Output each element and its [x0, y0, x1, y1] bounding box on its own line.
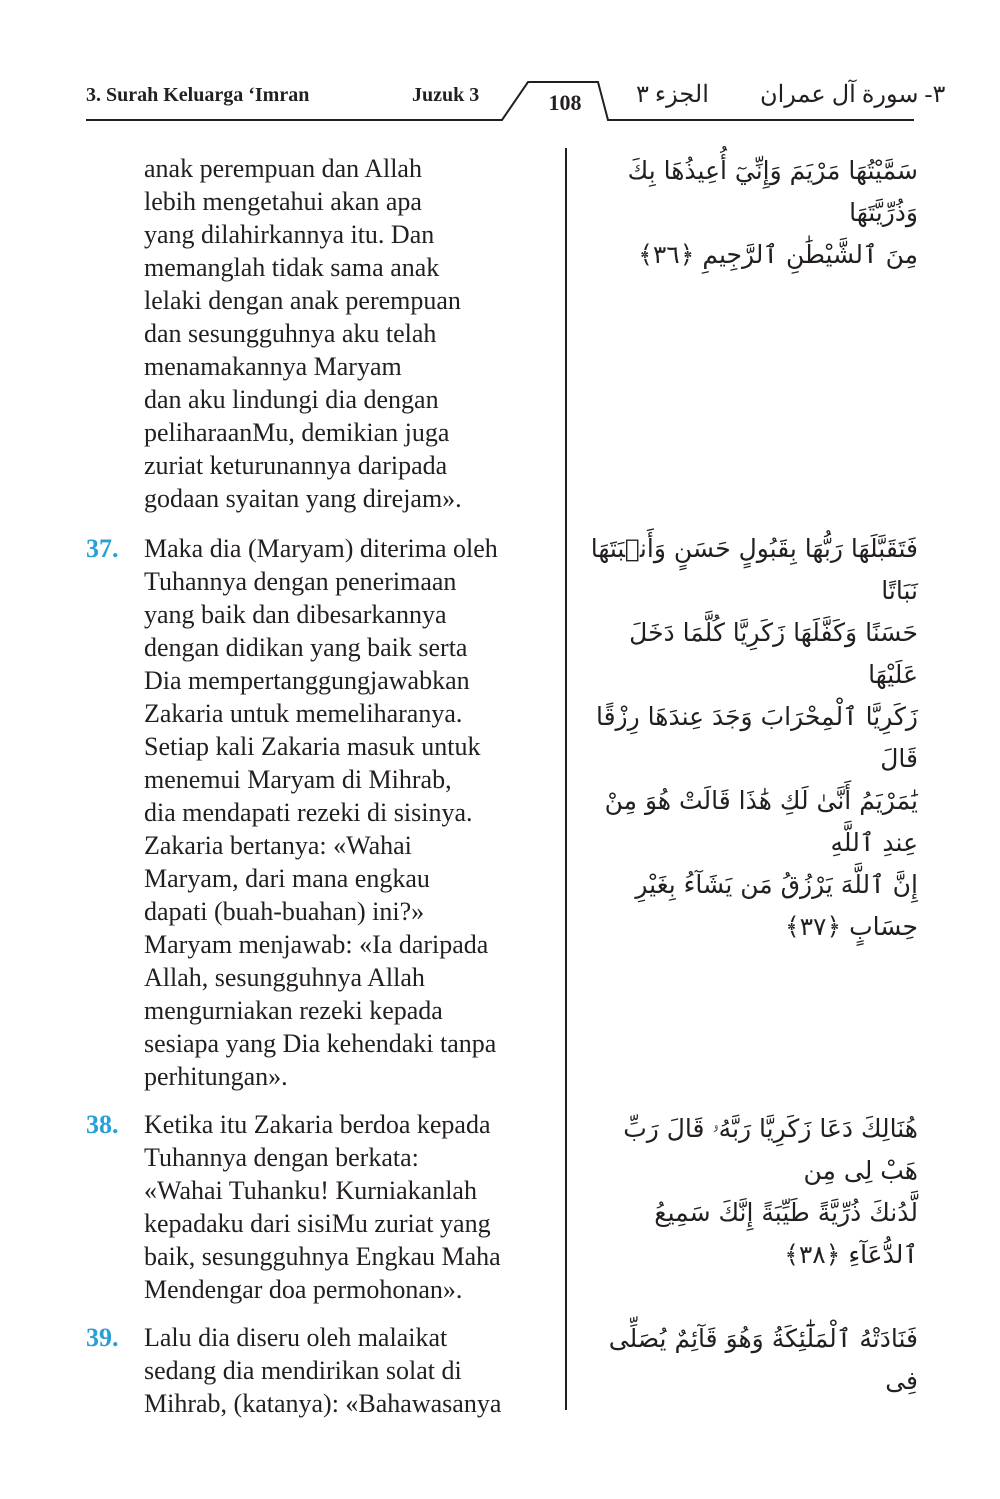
verse-number-39: 39.: [86, 1323, 119, 1352]
verse-number-38: 38.: [86, 1110, 119, 1139]
arabic-verse-36: سَمَّيْتُهَا مَرْيَمَ وَإِنِّيٓ أُعِيذُهَا بِكَ وَذُرِّيَّتَهَا مِنَ ٱلشَّيْطَٰنِ ٱلرَّجِيمِ ﴿٣٦﴾: [627, 156, 918, 269]
juzuk-label-latin: Juzuk 3: [412, 84, 480, 106]
verse-number-37: 37.: [86, 534, 119, 563]
translation-continuation: anak perempuan dan Allah lebih mengetahui akan apa yang dilahirkannya itu. Dan memanglah tidak sama anak lelaki dengan anak perempuan dan sesungguhnya aku telah menamakannya Maryam dan aku lindungi dia dengan peliharaanMu, demikian juga zuriat keturunannya daripada godaan syaitan yang direjam».: [144, 154, 462, 513]
juz-label-arabic: الجزء ٣: [636, 82, 709, 108]
surah-title-arabic: ٣- سورة آل عمران: [760, 82, 946, 108]
arabic-verse-38: هُنَالِكَ دَعَا زَكَرِيَّا رَبَّهُۥ قَالَ رَبِّ هَبْ لِى مِن لَّدُنكَ ذُرِّيَّةً طَيِّبَةً إِنَّكَ سَمِيعُ ٱلدُّعَآءِ ﴿٣٨﴾: [623, 1114, 918, 1269]
translation-verse-38: Ketika itu Zakaria berdoa kepada Tuhannya dengan berkata: «Wahai Tuhanku! Kurniakanlah kepadaku dari sisiMu zuriat yang baik, sesungguhnya Engkau Maha Mendengar doa permohonan».: [144, 1110, 501, 1304]
header-rule: [0, 0, 1000, 130]
translation-verse-39: Lalu dia diseru oleh malaikat sedang dia mendirikan solat di Mihrab, (katanya): «Bahawasanya: [144, 1323, 502, 1418]
column-divider: [565, 148, 567, 1410]
surah-title-latin: 3. Surah Keluarga ‘Imran: [86, 84, 310, 106]
arabic-verse-39: فَنَادَتْهُ ٱلْمَلَٰٓئِكَةُ وَهُوَ قَآئِمٌ يُصَلِّى فِى: [608, 1324, 918, 1395]
arabic-verse-37: فَتَقَبَّلَهَا رَبُّهَا بِقَبُولٍ حَسَنٍ وَأَنۢبَتَهَا نَبَاتًا حَسَنًا وَكَفَّلَهَا زَكَرِيَّا كُلَّمَا دَخَلَ عَلَيْهَا زَكَرِيَّا ٱلْمِحْرَابَ وَجَدَ عِندَهَا رِزْقًا قَالَ يَٰمَرْيَمُ أَنَّىٰ لَكِ هَٰذَا قَالَتْ هُوَ مِنْ عِندِ ٱللَّهِ إِنَّ ٱللَّهَ يَرْزُقُ مَن يَشَآءُ بِغَيْرِ حِسَابٍ ﴿٣٧﴾: [590, 534, 918, 941]
page-number: 108: [548, 90, 582, 115]
translation-verse-37: Maka dia (Maryam) diterima oleh Tuhannya dengan penerimaan yang baik dan dibesarkannya dengan didikan yang baik serta Dia mempertanggungjawabkan Zakaria untuk memeliharanya. Setiap kali Zakaria masuk untuk menemui Maryam di Mihrab, dia mendapati rezeki di sisinya. Zakaria bertanya: «Wahai Maryam, dari mana engkau dapati (buah-buahan) ini?» Maryam menjawab: «Ia daripada Allah, sesungguhnya Allah mengurniakan rezeki kepada sesiapa yang Dia kehendaki tanpa perhitungan».: [144, 534, 498, 1091]
